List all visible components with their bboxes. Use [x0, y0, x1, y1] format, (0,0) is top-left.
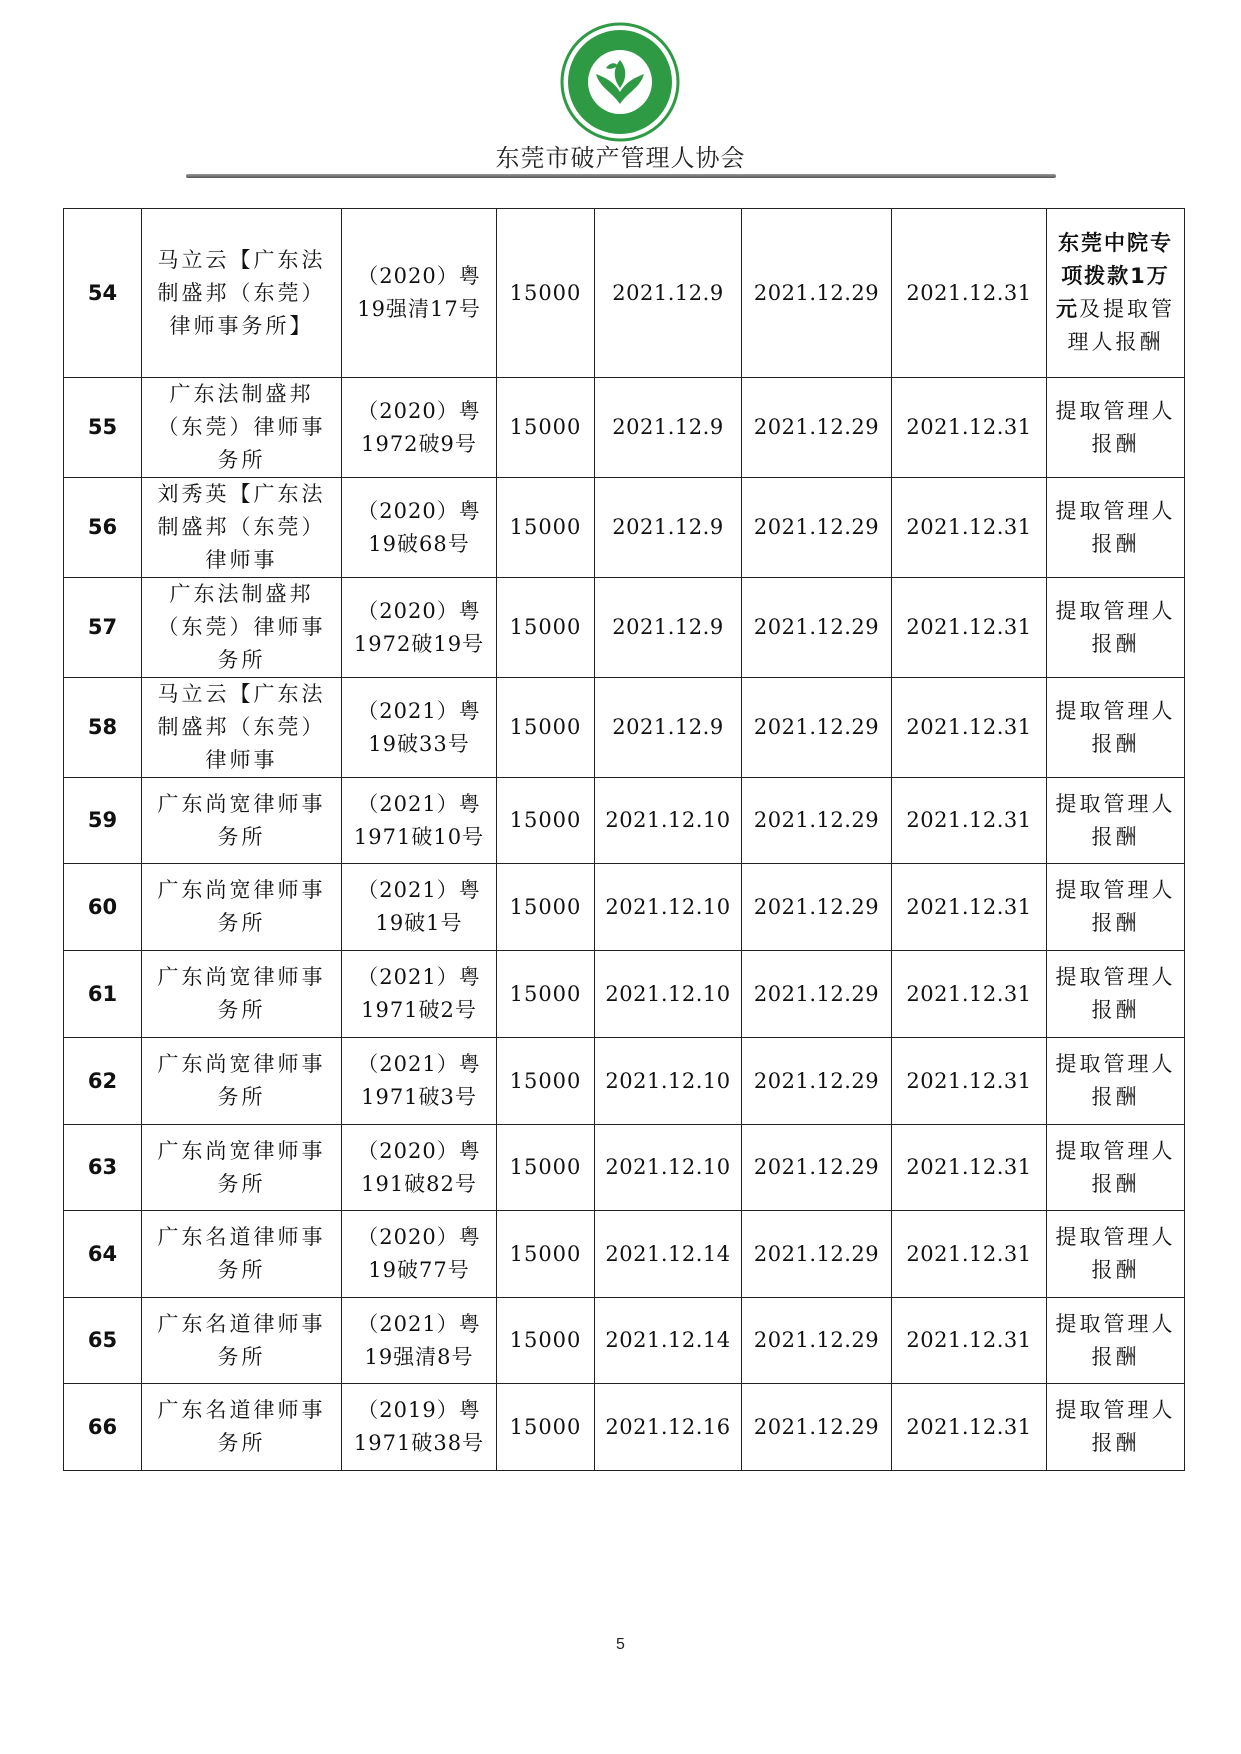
date-cell: 2021.12.10: [595, 951, 742, 1038]
note-text: 提取管理人报酬: [1055, 878, 1176, 935]
note-text: 提取管理人报酬: [1055, 1138, 1176, 1196]
case-number-cell: （2021）粤19破33号: [342, 678, 497, 778]
date-cell: 2021.12.31: [892, 1038, 1047, 1125]
case-number-cell: （2021）粤1971破2号: [342, 951, 497, 1038]
date-cell: 2021.12.31: [892, 378, 1047, 478]
date-cell: 2021.12.9: [595, 209, 742, 378]
table-row: [64, 951, 1185, 1038]
date-cell: 2021.12.31: [892, 478, 1047, 578]
row-number: 55: [64, 378, 142, 478]
row-number: 58: [64, 678, 142, 778]
case-number-cell: （2020）粤19强清17号: [342, 209, 497, 378]
case-number-cell: （2021）粤19强清8号: [342, 1298, 497, 1384]
date-cell: 2021.12.10: [595, 1038, 742, 1125]
amount-cell: 15000: [497, 1038, 595, 1125]
table-row: [64, 1211, 1185, 1298]
date-cell: 2021.12.29: [742, 778, 892, 864]
association-logo: [560, 22, 680, 142]
amount-cell: 15000: [497, 778, 595, 864]
date-cell: 2021.12.10: [595, 864, 742, 951]
date-cell: 2021.12.31: [892, 678, 1047, 778]
note-cell: [1047, 1384, 1185, 1471]
note-text: 提取管理人报酬: [1055, 598, 1176, 656]
note-text: 提取管理人报酬: [1055, 791, 1176, 849]
case-number-cell: （2021）粤1971破3号: [342, 1038, 497, 1125]
row-number: 63: [64, 1125, 142, 1211]
note-cell: [1047, 1211, 1185, 1298]
row-number: 60: [64, 864, 142, 951]
date-cell: 2021.12.29: [742, 1038, 892, 1125]
note-text: 提取管理人报酬: [1055, 1052, 1176, 1109]
header-divider: [186, 174, 1056, 178]
date-cell: 2021.12.31: [892, 778, 1047, 864]
date-cell: 2021.12.31: [892, 209, 1047, 378]
row-number: 62: [64, 1038, 142, 1125]
note-text: 提取管理人报酬: [1055, 1398, 1176, 1455]
amount-cell: 15000: [497, 478, 595, 578]
date-cell: 2021.12.31: [892, 1125, 1047, 1211]
note-cell: [1047, 1038, 1185, 1125]
note-text: 提取管理人报酬: [1055, 498, 1176, 556]
table-row: [64, 378, 1185, 478]
table-row: [64, 864, 1185, 951]
note-cell: [1047, 864, 1185, 951]
amount-cell: 15000: [497, 1298, 595, 1384]
row-number: 64: [64, 1211, 142, 1298]
date-cell: 2021.12.31: [892, 951, 1047, 1038]
date-cell: 2021.12.10: [595, 1125, 742, 1211]
date-cell: 2021.12.29: [742, 578, 892, 678]
note-cell: [1047, 378, 1185, 478]
note-bold-text: 东莞中院专项拨款1万元: [1056, 231, 1173, 321]
date-cell: 2021.12.31: [892, 864, 1047, 951]
table-row: [64, 1298, 1185, 1384]
note-cell: [1047, 951, 1185, 1038]
amount-cell: 15000: [497, 1211, 595, 1298]
case-number-cell: （2019）粤1971破38号: [342, 1384, 497, 1471]
row-number: 56: [64, 478, 142, 578]
date-cell: 2021.12.10: [595, 778, 742, 864]
table-row: [64, 578, 1185, 678]
date-cell: 2021.12.29: [742, 209, 892, 378]
administrator-cell: 马立云【广东法制盛邦（东莞）律师事务所】: [142, 209, 342, 378]
case-number-cell: （2020）粤19破77号: [342, 1211, 497, 1298]
amount-cell: 15000: [497, 1384, 595, 1471]
case-number-cell: （2020）粤19破68号: [342, 478, 497, 578]
date-cell: 2021.12.14: [595, 1211, 742, 1298]
table-row: [64, 1038, 1185, 1125]
date-cell: 2021.12.14: [595, 1298, 742, 1384]
page-number: 5: [616, 1636, 625, 1653]
date-cell: 2021.12.29: [742, 478, 892, 578]
date-cell: 2021.12.29: [742, 378, 892, 478]
organization-name: 东莞市破产管理人协会: [495, 144, 746, 172]
note-text: 及提取管理人报酬: [1067, 297, 1175, 354]
note-text: 提取管理人报酬: [1055, 698, 1176, 756]
note-text: 提取管理人报酬: [1055, 1311, 1176, 1369]
amount-cell: 15000: [497, 678, 595, 778]
note-cell: [1047, 778, 1185, 864]
note-cell: [1047, 209, 1185, 378]
administrator-cell: 广东法制盛邦（东莞）律师事务所: [142, 378, 342, 478]
administrator-cell: 刘秀英【广东法制盛邦（东莞）律师事: [142, 478, 342, 578]
note-cell: [1047, 578, 1185, 678]
administrator-cell: 马立云【广东法制盛邦（东莞）律师事: [142, 678, 342, 778]
note-text: 提取管理人报酬: [1055, 965, 1176, 1022]
administrator-cell: 广东法制盛邦（东莞）律师事务所: [142, 578, 342, 678]
administrator-cell: 广东尚宽律师事务所: [142, 951, 342, 1038]
row-number: 57: [64, 578, 142, 678]
amount-cell: 15000: [497, 209, 595, 378]
date-cell: 2021.12.31: [892, 1384, 1047, 1471]
page-header: [0, 0, 1241, 190]
table-row: [64, 1384, 1185, 1471]
note-text: 提取管理人报酬: [1055, 398, 1176, 456]
date-cell: 2021.12.16: [595, 1384, 742, 1471]
date-cell: 2021.12.31: [892, 1298, 1047, 1384]
date-cell: 2021.12.29: [742, 1298, 892, 1384]
row-number: 66: [64, 1384, 142, 1471]
date-cell: 2021.12.29: [742, 1384, 892, 1471]
date-cell: 2021.12.9: [595, 378, 742, 478]
date-cell: 2021.12.29: [742, 951, 892, 1038]
date-cell: 2021.12.29: [742, 1211, 892, 1298]
table-body: [64, 209, 1185, 1471]
table-row: [64, 209, 1185, 378]
table-row: [64, 478, 1185, 578]
date-cell: 2021.12.31: [892, 1211, 1047, 1298]
note-text: 提取管理人报酬: [1055, 1225, 1176, 1282]
note-cell: [1047, 1125, 1185, 1211]
case-number-cell: （2020）粤191破82号: [342, 1125, 497, 1211]
row-number: 59: [64, 778, 142, 864]
administrator-cell: 广东尚宽律师事务所: [142, 1038, 342, 1125]
table-row: [64, 678, 1185, 778]
date-cell: 2021.12.31: [892, 578, 1047, 678]
administrator-cell: 广东尚宽律师事务所: [142, 778, 342, 864]
date-cell: 2021.12.9: [595, 478, 742, 578]
remuneration-table: [63, 208, 1185, 1471]
administrator-cell: 广东尚宽律师事务所: [142, 864, 342, 951]
case-number-cell: （2021）粤19破1号: [342, 864, 497, 951]
date-cell: 2021.12.29: [742, 864, 892, 951]
amount-cell: 15000: [497, 1125, 595, 1211]
date-cell: 2021.12.29: [742, 1125, 892, 1211]
row-number: 54: [64, 209, 142, 378]
date-cell: 2021.12.9: [595, 678, 742, 778]
table-row: [64, 778, 1185, 864]
case-number-cell: （2021）粤1971破10号: [342, 778, 497, 864]
administrator-cell: 广东名道律师事务所: [142, 1298, 342, 1384]
date-cell: 2021.12.29: [742, 678, 892, 778]
amount-cell: 15000: [497, 378, 595, 478]
amount-cell: 15000: [497, 578, 595, 678]
administrator-cell: 广东名道律师事务所: [142, 1211, 342, 1298]
note-cell: [1047, 1298, 1185, 1384]
row-number: 65: [64, 1298, 142, 1384]
date-cell: 2021.12.9: [595, 578, 742, 678]
note-cell: [1047, 678, 1185, 778]
note-cell: [1047, 478, 1185, 578]
administrator-cell: 广东尚宽律师事务所: [142, 1125, 342, 1211]
administrator-cell: 广东名道律师事务所: [142, 1384, 342, 1471]
amount-cell: 15000: [497, 864, 595, 951]
table-row: [64, 1125, 1185, 1211]
amount-cell: 15000: [497, 951, 595, 1038]
case-number-cell: （2020）粤1972破19号: [342, 578, 497, 678]
case-number-cell: （2020）粤1972破9号: [342, 378, 497, 478]
row-number: 61: [64, 951, 142, 1038]
